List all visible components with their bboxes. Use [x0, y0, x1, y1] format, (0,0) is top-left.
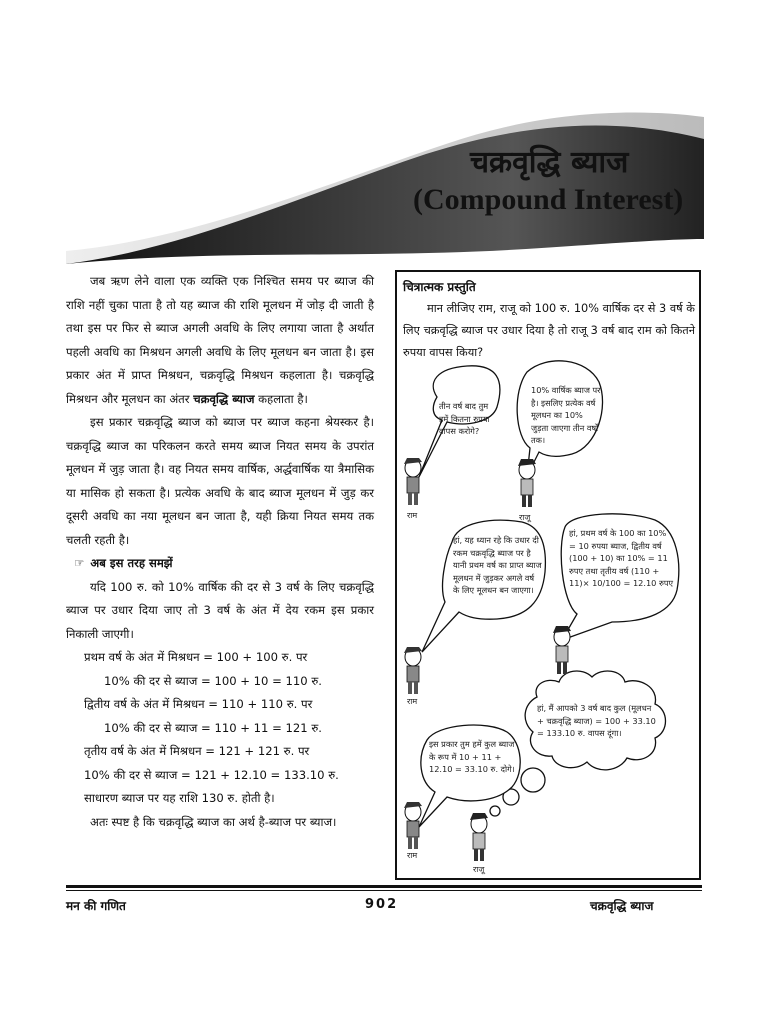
panel-question: मान लीजिए राम, राजू को 100 रु. 10% वार्षिक दर से 3 वर्ष के लिए चक्रवृद्धि ब्याज पर उधार दिया है तो राजू 3 वर्ष बाद राम को कितने रुपया वापस किया?: [403, 302, 695, 359]
example-paragraph: यदि 100 रु. को 10% वार्षिक की दर से 3 वर्ष के लिए चक्रवृद्धि ब्याज पर उधार दिया जाए तो 3 वर्ष के अंत में देय रकम इस प्रकार निकाली जाएगी।: [66, 579, 374, 641]
footer-chapter-title: चक्रवृद्धि ब्याज: [590, 899, 654, 913]
raju-figure-1: [518, 459, 536, 507]
label-ram-3: राम: [407, 851, 418, 860]
body-text: [66, 270, 374, 834]
speech-bubble-4: हां, प्रथम वर्ष के 100 का 10% = 10 रुपया ब्याज, द्वितीय वर्ष (100 + 10) का 10% = 11 रुपए तथा तृतीय वर्ष (110 + 11)× 10/100 = 12.10 रुपए: [569, 528, 674, 588]
footer-page-number: 902: [365, 897, 399, 912]
label-ram-1: राम: [407, 511, 418, 520]
intro-paragraph: जब ऋण लेने वाला एक व्यक्ति एक निश्चित समय पर ब्याज की राशि नहीं चुका पाता है तो यह ब्याज की राशि मूलधन में जोड़ दी जाती है तथा इस पर फिर से ब्याज अगली अवधि के लिए लगाया जाता है अर्थात पहली अवधि का मिश्रधन अगली अवधि के लिए मूलधन बन जाता है। इस प्रकार अंत में प्राप्त मिश्रधन, चक्रवृद्धि मिश्रधन कहलाता है। चक्रवृद्धि मिश्रधन और मूलधन का अंतर चक्रवृद्धि ब्याज कहलाता है।: [66, 274, 374, 406]
page-title-hindi: चक्रवृद्धि ब्याज: [470, 145, 629, 180]
label-ram-2: राम: [407, 697, 418, 706]
calc-line-5: तृतीय वर्ष के अंत में मिश्रधन = 121 + 121 रु. पर: [84, 744, 310, 758]
conclusion-paragraph: अतः स्पष्ट है कि चक्रवृद्धि ब्याज का अर्थ है-ब्याज पर ब्याज।: [90, 814, 337, 829]
ram-figure-2: [404, 647, 422, 694]
footer-rule-thick: [66, 885, 702, 888]
calc-line-6: 10% की दर से ब्याज = 121 + 12.10 = 133.10 रु.: [84, 767, 339, 782]
speech-bubble-1: तीन वर्ष बाद तुम हमें कितना रुपया वापस करोगे?: [439, 401, 490, 436]
label-raju-3: राजू: [473, 865, 485, 874]
second-paragraph: इस प्रकार चक्रवृद्धि ब्याज को ब्याज पर ब्याज कहना श्रेयस्कर है। चक्रवृद्धि ब्याज का परिकलन करते समय ब्याज नियत समय के उपरांत मूलधन में जुड़ जाता है। वह नियत समय वार्षिक, अर्द्धवार्षिक या त्रैमासिक या मासिक हो सकता है। प्रत्येक अवधि के बाद ब्याज मूलधन में जुड़ कर दूसरी अवधि का नया मूलधन बन जाता है, यही क्रिया नियत समय तक चलती रहती है।: [66, 415, 374, 547]
calc-line-7: साधारण ब्याज पर यह राशि 130 रु. होती है।: [84, 791, 275, 805]
calc-line-1: प्रथम वर्ष के अंत में मिश्रधन = 100 + 100 रु. पर: [84, 650, 308, 664]
raju-figure-2: [553, 626, 571, 674]
tip-heading: ☞ अब इस तरह समझें: [74, 556, 173, 570]
pointing-hand-icon: ☞: [74, 556, 85, 570]
speech-bubble-3: हां, यह ध्यान रहे कि उधार दी रकम चक्रवृद्धि ब्याज पर है यानी प्रथम वर्ष का प्राप्त ब्याज मूलधन में जुड़कर अगले वर्ष के लिए मूलधन बन जाएगा।: [453, 535, 542, 595]
bold-term: चक्रवृद्धि ब्याज: [193, 391, 255, 406]
illustration-panel: [395, 270, 701, 880]
ram-figure-3: [404, 802, 422, 849]
footer-rule-thin: [66, 890, 702, 891]
raju-figure-3: [470, 813, 488, 861]
speech-bubble-6: इस प्रकार तुम हमें कुल ब्याज के रूप में 10 + 11 + 12.10 = 33.10 रु. दोगे।: [429, 739, 515, 774]
calc-line-4: 10% की दर से ब्याज = 110 + 11 = 121 रु.: [104, 720, 322, 735]
page-title-english: (Compound Interest): [413, 183, 684, 216]
calc-line-3: द्वितीय वर्ष के अंत में मिश्रधन = 110 + 110 रु. पर: [84, 697, 313, 711]
thought-bubble-5: हां, मैं आपको 3 वर्ष बाद कुल (मूलधन + चक्रवृद्धि ब्याज) = 100 + 33.10 = 133.10 रु. वापस दूंगा।: [537, 703, 656, 738]
panel-heading: चित्रात्मक प्रस्तुति: [403, 280, 476, 294]
speech-bubble-2: 10% वार्षिक ब्याज पर है। इसलिए प्रत्येक वर्ष मूलधन का 10% जुड़ता जाएगा तीन वर्षों तक।: [531, 385, 601, 445]
calc-line-2: 10% की दर से ब्याज = 100 + 10 = 110 रु.: [104, 673, 322, 688]
footer-book-title: मन की गणित: [66, 899, 126, 913]
label-raju-1: राजू: [519, 513, 531, 522]
ram-figure-1: [404, 458, 422, 505]
